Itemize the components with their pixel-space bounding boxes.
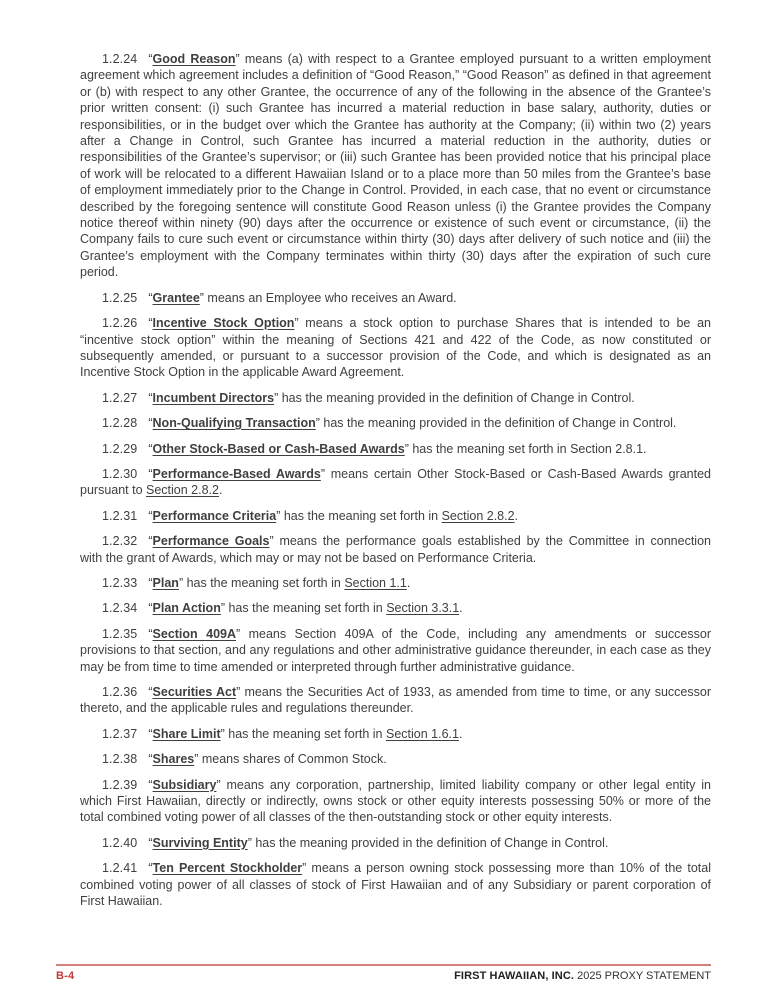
- definition-number: 1.2.25: [102, 290, 138, 305]
- definition-paragraph: [80, 751, 711, 767]
- definition-text: ” has the meaning provided in the definition of Change in Control.: [247, 835, 609, 850]
- definition-number: 1.2.34: [102, 601, 138, 616]
- definition-text: “: [148, 777, 153, 792]
- definition-body: [80, 534, 711, 564]
- definition-text: “: [148, 508, 153, 523]
- definition-text: ” means an Employee who receives an Award.: [199, 290, 457, 305]
- definition-text: ” means Section 409A of the Code, including any amendments or successor provisions to that section, and any regulations and other administrative guidance thereunder, in each case as they may be from time to time amended or interpreted through further administrative guidance.: [80, 626, 711, 674]
- section-reference[interactable]: Section 1.6.1: [385, 726, 459, 741]
- section-reference[interactable]: Section 2.8.2: [441, 508, 515, 523]
- definition-text: “: [148, 52, 153, 66]
- definition-text: ” means a person owning stock possessing more than 10% of the total combined voting power of all classes of stock of First Hawaiian and of any Subsidiary or parent corporation of First Hawaiian.: [80, 861, 711, 909]
- defined-term: Good Reason: [152, 52, 236, 66]
- definition-text: ” means the Securities Act of 1933, as amended from time to time, or any successor thereto, and the applicable rules and regulations thereunder.: [80, 685, 711, 716]
- definition-paragraph: [80, 575, 711, 591]
- definition-body: [148, 727, 462, 741]
- definition-paragraph: [80, 508, 711, 524]
- definition-paragraph: [80, 533, 711, 566]
- definition-body: [148, 576, 410, 590]
- definition-number: 1.2.26: [102, 316, 138, 331]
- footer-title: [454, 970, 711, 983]
- definition-text: “: [148, 752, 153, 767]
- definition-paragraph: [80, 777, 711, 826]
- defined-term: Section 409A: [152, 626, 236, 641]
- definition-number: 1.2.32: [102, 534, 138, 549]
- definition-text: ” has the meaning set forth in: [276, 508, 442, 523]
- definition-number: 1.2.40: [102, 835, 138, 850]
- defined-term: Performance Goals: [152, 534, 270, 549]
- page-number: B-4: [56, 970, 75, 982]
- definition-paragraph: [80, 726, 711, 742]
- defined-term: Share Limit: [152, 726, 221, 741]
- definition-body: [80, 778, 711, 825]
- definition-number: 1.2.24: [102, 52, 138, 66]
- defined-term: Other Stock-Based or Cash-Based Awards: [152, 441, 405, 456]
- defined-term: Non-Qualifying Transaction: [152, 416, 316, 431]
- definition-paragraph: [80, 441, 711, 457]
- definition-body: [148, 416, 676, 430]
- definition-number: 1.2.27: [102, 390, 138, 405]
- definition-number: 1.2.35: [102, 626, 138, 641]
- definition-paragraph: [80, 415, 711, 431]
- definition-text: “: [148, 726, 153, 741]
- defined-term: Subsidiary: [152, 777, 217, 792]
- definition-number: 1.2.29: [102, 441, 138, 456]
- definition-body: [80, 861, 711, 908]
- definition-text: “: [148, 861, 153, 876]
- definition-text: ” means any corporation, partnership, limited liability company or other legal entity in which First Hawaiian, directly or indirectly, owns stock or other equity interests possessing 50% or more of the total combined voting power of all classes of the then-outstanding stock or other equity interests.: [80, 777, 711, 825]
- definition-text: “: [148, 290, 153, 305]
- defined-term: Securities Act: [152, 685, 237, 699]
- definition-number: 1.2.37: [102, 726, 138, 741]
- definition-text: “: [148, 626, 153, 641]
- definition-number: 1.2.38: [102, 752, 138, 767]
- definition-text: “: [148, 534, 153, 549]
- definition-body: [148, 391, 634, 405]
- defined-term: Ten Percent Stockholder: [152, 861, 303, 876]
- definition-paragraph: [80, 390, 711, 406]
- definition-text: ” has the meaning set forth in: [220, 726, 386, 741]
- definition-body: [80, 685, 711, 715]
- definition-body: [80, 627, 711, 674]
- definition-text: “: [148, 466, 153, 481]
- definition-text: ” has the meaning set forth in Section 2.8.1.: [404, 441, 647, 456]
- defined-term: Grantee: [152, 290, 200, 305]
- page-footer: [56, 964, 711, 983]
- defined-term: Shares: [152, 752, 195, 767]
- definition-paragraph: [80, 600, 711, 616]
- definition-text: ” means the performance goals established by the Committee in connection with the grant of Awards, which may or may not be based on Performance Criteria.: [80, 534, 711, 565]
- definition-body: [148, 836, 608, 850]
- definition-paragraph: [80, 860, 711, 909]
- defined-term: Surviving Entity: [152, 835, 248, 850]
- definitions-list: [80, 51, 711, 918]
- definition-text: ” has the meaning set forth in: [178, 575, 345, 590]
- definition-text: .: [218, 483, 223, 498]
- defined-term: Incumbent Directors: [152, 390, 275, 405]
- definition-number: 1.2.36: [102, 685, 138, 699]
- definition-text: “: [148, 416, 153, 431]
- definition-body: [148, 291, 456, 305]
- definition-paragraph: [80, 466, 711, 499]
- definition-text: .: [514, 508, 519, 523]
- definition-body: [80, 467, 711, 497]
- definition-text: .: [459, 601, 463, 616]
- definition-number: 1.2.39: [102, 777, 138, 792]
- definition-paragraph: [80, 315, 711, 381]
- defined-term: Plan Action: [152, 601, 221, 616]
- definition-text: .: [458, 726, 463, 741]
- definition-body: [148, 752, 386, 766]
- definition-text: ” means a stock option to purchase Shares that is intended to be an “incentive stock option” within the meaning of Sections 421 and 422 of the Code, as now constituted or subsequently amended, or pursuant to a successor provision of the Code, and which is designated as an Incentive Stock Option in the applicable Award Agreement.: [80, 316, 711, 380]
- defined-term: Plan: [152, 575, 179, 590]
- footer-doc-title: 2025 PROXY STATEMENT: [574, 970, 711, 982]
- definition-text: “: [148, 575, 153, 590]
- section-reference[interactable]: Section 3.3.1: [386, 601, 460, 616]
- definition-paragraph: [80, 290, 711, 306]
- definition-number: 1.2.33: [102, 575, 138, 590]
- definition-body: [148, 601, 462, 615]
- definition-text: “: [148, 601, 153, 616]
- definition-paragraph: [80, 51, 711, 281]
- definition-text: “: [148, 835, 153, 850]
- definition-body: [148, 509, 518, 523]
- definition-text: .: [406, 575, 411, 590]
- definition-text: “: [148, 685, 153, 699]
- definition-body: [80, 52, 711, 279]
- defined-term: Incentive Stock Option: [152, 316, 295, 331]
- definition-text: “: [148, 316, 153, 331]
- definition-paragraph: [80, 835, 711, 851]
- definition-text: ” means shares of Common Stock.: [194, 752, 387, 767]
- section-reference[interactable]: Section 2.8.2: [146, 483, 219, 498]
- definition-text: ” has the meaning set forth in: [220, 601, 387, 616]
- definition-body: [148, 442, 646, 456]
- definition-text: ” has the meaning provided in the definition of Change in Control.: [274, 390, 635, 405]
- definition-text: ” has the meaning provided in the definition of Change in Control.: [315, 416, 677, 431]
- definition-number: 1.2.30: [102, 466, 138, 481]
- definition-number: 1.2.28: [102, 416, 138, 431]
- defined-term: Performance-Based Awards: [152, 466, 321, 481]
- defined-term: Performance Criteria: [152, 508, 277, 523]
- definition-text: “: [148, 390, 153, 405]
- definition-number: 1.2.31: [102, 508, 138, 523]
- definition-text: ” means certain Other Stock-Based or Cash-Based Awards granted pursuant to: [80, 466, 711, 498]
- definition-paragraph: [80, 626, 711, 675]
- footer-company-name: FIRST HAWAIIAN, INC.: [454, 970, 575, 982]
- definition-text: “: [148, 441, 153, 456]
- definition-text: ” means (a) with respect to a Grantee employed pursuant to a written employment agreement which agreement includes a definition of “Good Reason,” “Good Reason” as defined in that agreement or (b) with respect to any other Grantee, the occurrence of any of the following in the absence of the Grantee’s prior written consent: (i) such Grantee has incurred a material reduction in base salary, authority, duties or responsibilities, or in the budget over which the Grantee has authority at the Company; (ii) within two (2) years after a Change in Control, such Grantee has incurred a material reduction in the authority, duties or responsibilities of the Grantee’s supervisor; or (iii) such Grantee has been provided notice that his principal place of work will be relocated to a different Hawaiian Island or to a place more than 50 miles from the Grantee’s base of employment immediately prior to the Change in Control. Provided, in each case, that no event or circumstance described by the foregoing sentence will constitute Good Reason unless (i) the Grantee provides the Company notice thereof within ninety (90) days after the occurrence or existence of such event or circumstance, (ii) the Company fails to cure such event or circumstance within thirty (30) days after delivery of such notice and (iii) the Grantee’s employment with the Company terminates within thirty (30) days after the expiration of such cure period.: [80, 52, 711, 280]
- definition-paragraph: [80, 684, 711, 717]
- definition-number: 1.2.41: [102, 861, 138, 876]
- section-reference[interactable]: Section 1.1: [344, 575, 407, 590]
- definition-body: [80, 316, 711, 379]
